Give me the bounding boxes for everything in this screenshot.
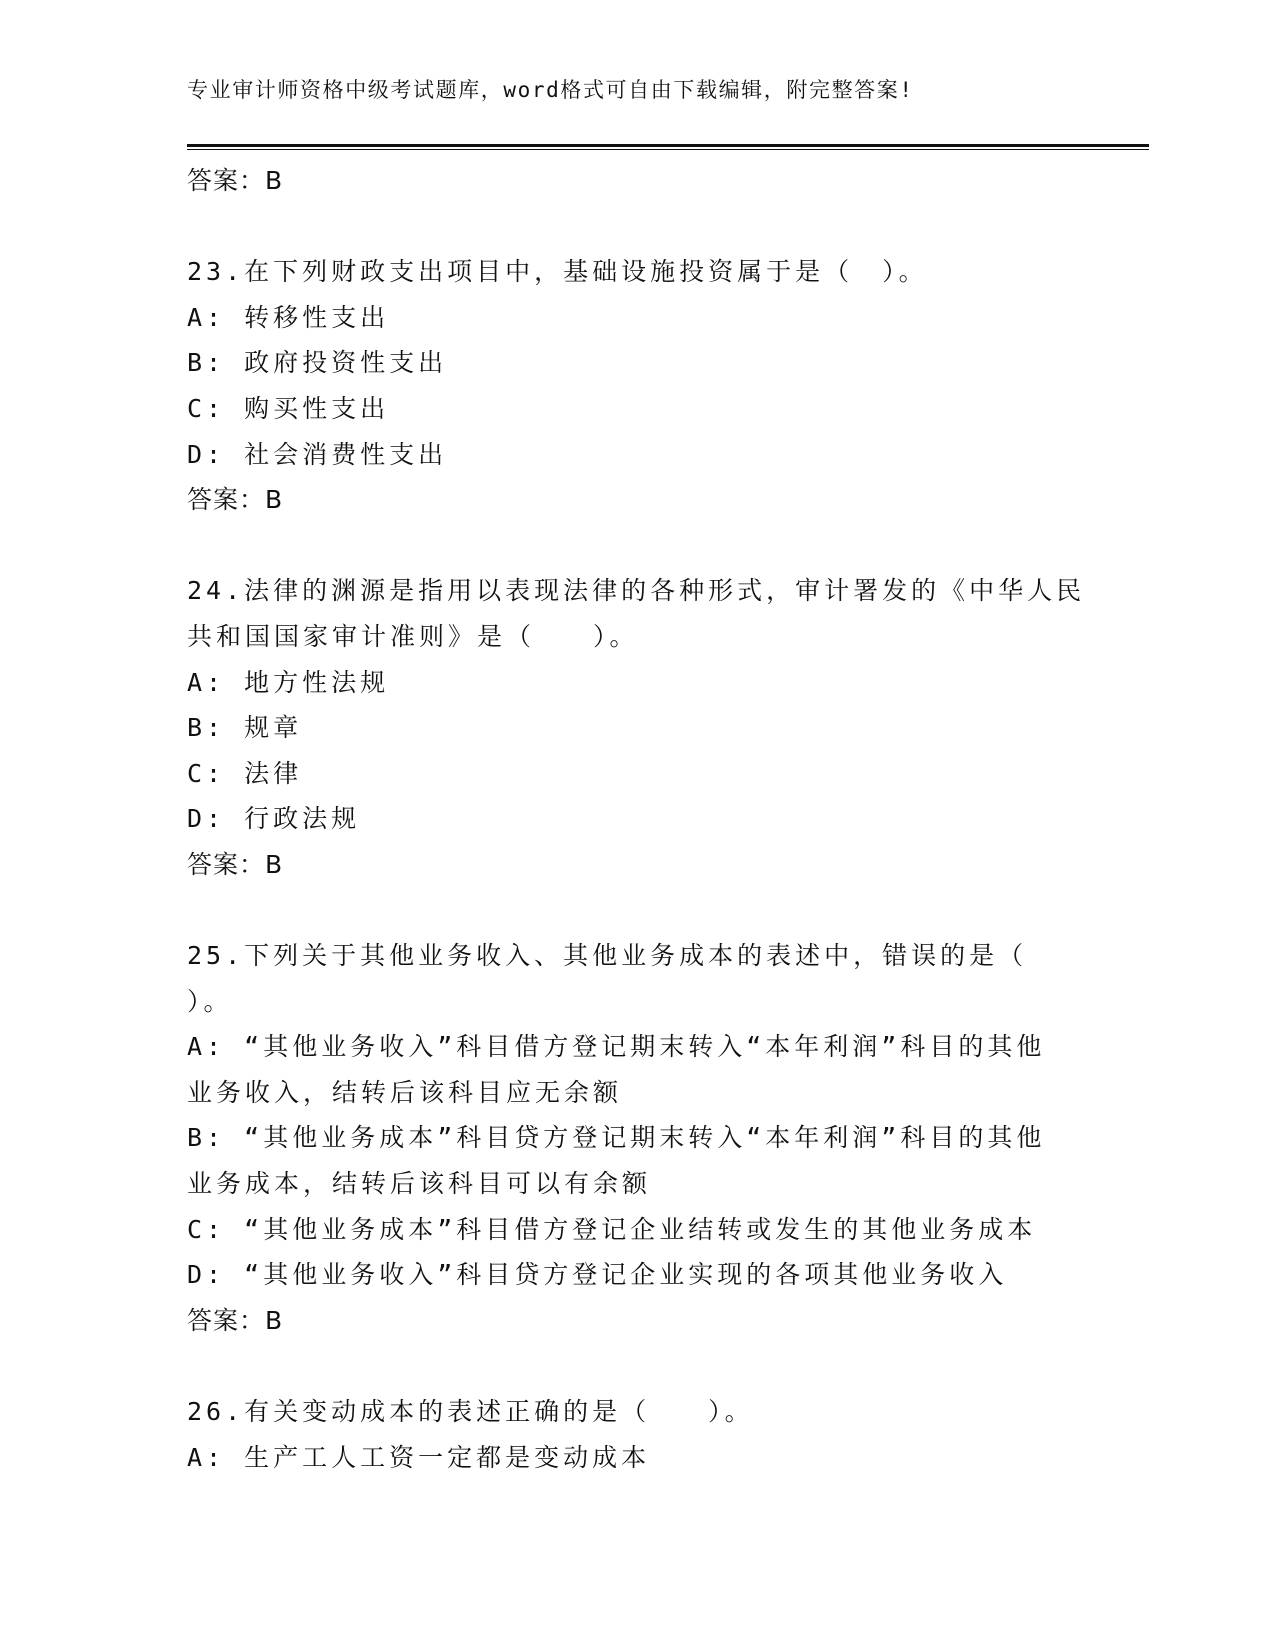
option-b-continued: 业务成本，结转后该科目可以有余额 — [187, 1169, 652, 1199]
answer-line: 答案：B — [187, 166, 284, 195]
question-block — [187, 568, 1087, 887]
header-rule-thin — [187, 149, 1149, 150]
question-stem-continued: ）。 — [187, 986, 233, 1016]
answer-line: 答案：B — [187, 485, 284, 515]
question-content — [187, 158, 1087, 1480]
question-stem: 23.在下列财政支出项目中，基础设施投资属于是（ ）。 — [187, 257, 928, 287]
question-block — [187, 249, 1087, 523]
option-c: C: “其他业务成本”科目借方登记企业结转或发生的其他业务成本 — [187, 1214, 1037, 1244]
spacer — [187, 523, 1087, 569]
question-stem-continued: 共和国国家审计准则》是（ ）。 — [187, 621, 639, 651]
option-a: A: “其他业务收入”科目借方登记期末转入“本年利润”科目的其他 — [187, 1032, 1046, 1062]
option-c: C: 法律 — [187, 758, 303, 788]
question-stem: 26.有关变动成本的表述正确的是（ ）。 — [187, 1397, 754, 1427]
option-b: B: “其他业务成本”科目贷方登记期末转入“本年利润”科目的其他 — [187, 1123, 1046, 1153]
spacer — [187, 204, 1087, 250]
option-a-continued: 业务收入，结转后该科目应无余额 — [187, 1077, 623, 1107]
spacer — [187, 888, 1087, 934]
option-a: A: 生产工人工资一定都是变动成本 — [187, 1442, 651, 1472]
question-stem: 24.法律的渊源是指用以表现法律的各种形式，审计署发的《中华人民 — [187, 576, 1086, 606]
option-c: C: 购买性支出 — [187, 393, 390, 423]
option-b: B: 政府投资性支出 — [187, 348, 448, 378]
option-d: D: 行政法规 — [187, 804, 361, 834]
option-d: D: 社会消费性支出 — [187, 439, 448, 469]
option-d: D: “其他业务收入”科目贷方登记企业实现的各项其他业务收入 — [187, 1260, 1008, 1290]
option-b: B: 规章 — [187, 713, 303, 743]
question-block — [187, 933, 1087, 1343]
option-a: A: 转移性支出 — [187, 302, 390, 332]
page-header-title: 专业审计师资格中级考试题库，word格式可自由下载编辑，附完整答案! — [187, 78, 914, 102]
question-stem: 25.下列关于其他业务收入、其他业务成本的表述中，错误的是（ — [187, 941, 1028, 971]
header-rule-thick — [187, 144, 1149, 147]
answer-line: 答案：B — [187, 849, 284, 879]
question-block — [187, 1389, 1087, 1480]
spacer — [187, 1343, 1087, 1389]
option-a: A: 地方性法规 — [187, 667, 390, 697]
answer-line: 答案：B — [187, 1305, 284, 1335]
